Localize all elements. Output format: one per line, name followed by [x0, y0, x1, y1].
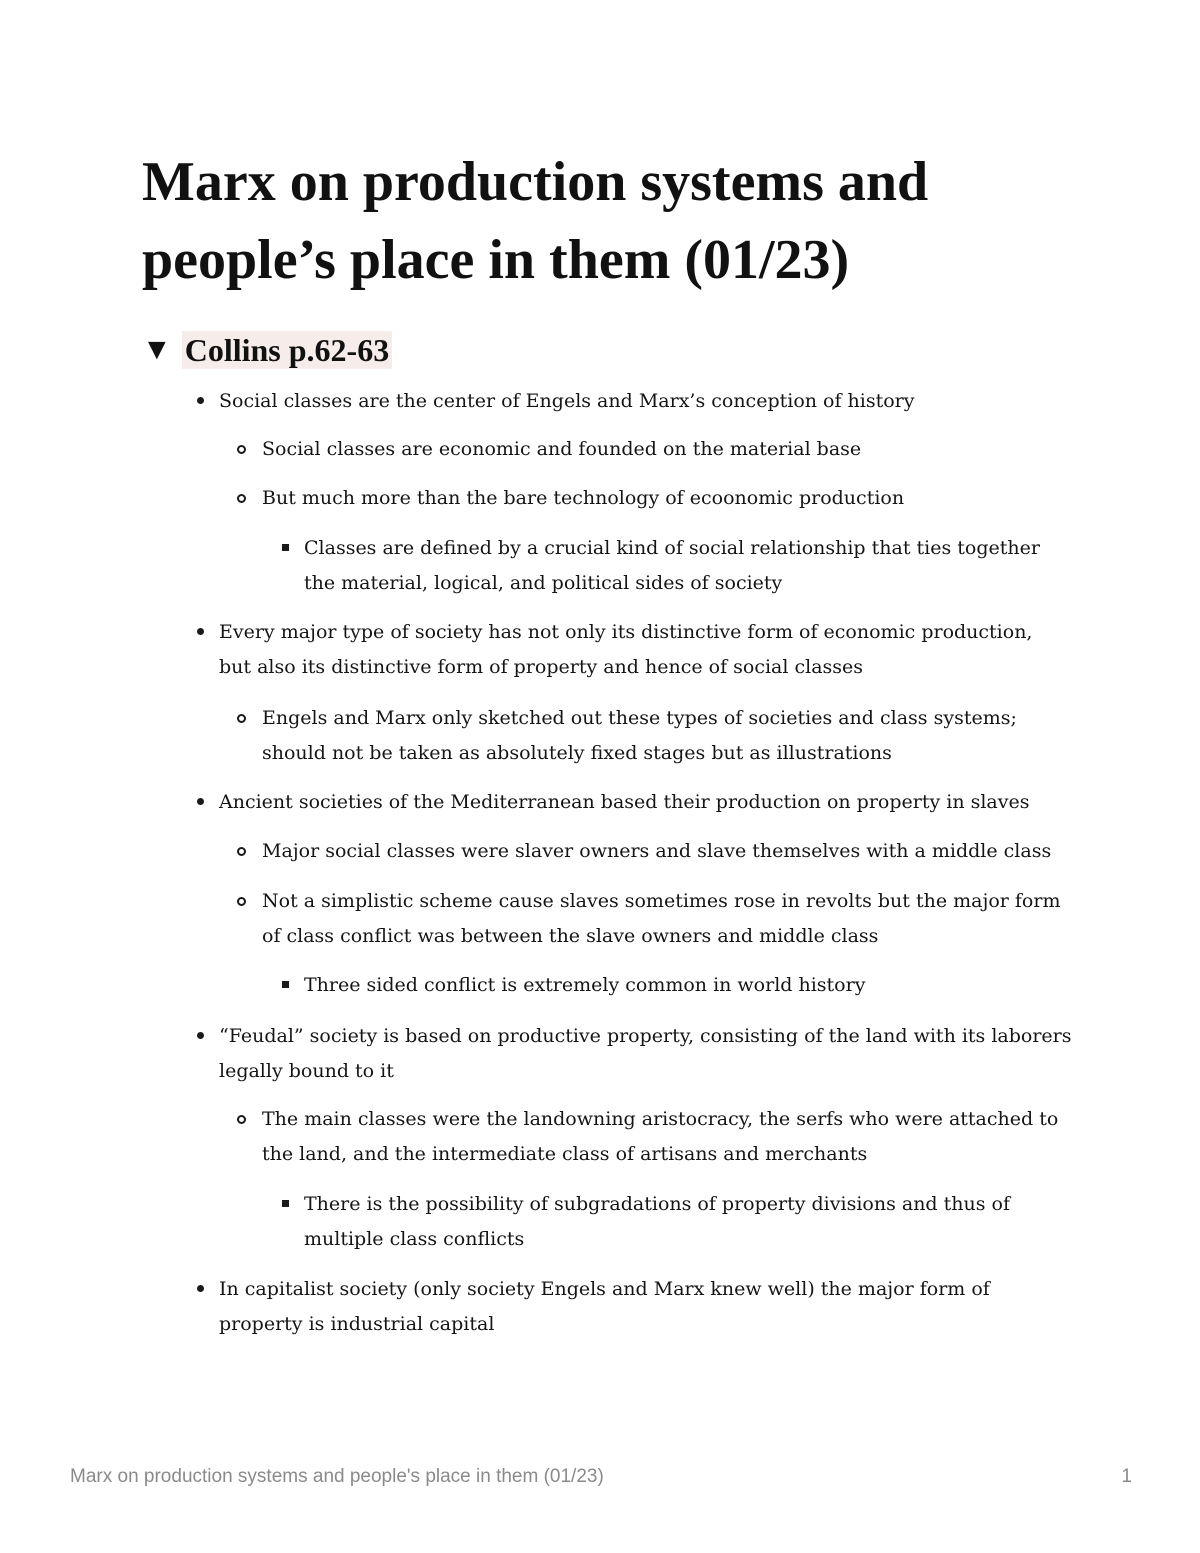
- list-item: But much more than the bare technology of ecoonomic production: [262, 481, 1082, 516]
- bullet-square-icon: [282, 1200, 289, 1207]
- list-item: Engels and Marx only sketched out these types of societies and class systems; should not be taken as absolutely fixed stages but as illustrations: [262, 701, 1062, 771]
- bullet-square-icon: [282, 981, 289, 988]
- bullet-disc-icon: [197, 1285, 204, 1292]
- list-item: The main classes were the landowning aristocracy, the serfs who were attached to the land, and the intermediate class of artisans and merchants: [262, 1102, 1062, 1172]
- list-item: Social classes are economic and founded on the material base: [262, 432, 1082, 467]
- bullet-disc-icon: [197, 397, 204, 404]
- list-item: There is the possibility of subgradations of property divisions and thus of multiple class conflicts: [304, 1187, 1024, 1257]
- footer-title: Marx on production systems and people's place in them (01/23): [70, 1466, 604, 1487]
- list-item: Major social classes were slaver owners and slave themselves with a middle class: [262, 834, 1102, 869]
- bullet-square-icon: [282, 544, 289, 551]
- bullet-circle-icon: [237, 445, 246, 454]
- bullet-circle-icon: [237, 714, 246, 723]
- page-footer: [70, 1466, 1132, 1488]
- toggle-block[interactable]: [142, 330, 392, 370]
- bullet-circle-icon: [237, 847, 246, 856]
- bullet-circle-icon: [237, 897, 246, 906]
- list-item: Social classes are the center of Engels and Marx’s conception of history: [219, 384, 1079, 419]
- list-item: Classes are defined by a crucial kind of social relationship that ties together the material, logical, and political sides of society: [304, 531, 1064, 601]
- bullet-circle-icon: [237, 494, 246, 503]
- page-title: Marx on production systems and people’s place in them (01/23): [142, 151, 929, 291]
- list-item: “Feudal” society is based on productive property, consisting of the land with its laborers legally bound to it: [219, 1019, 1079, 1089]
- bullet-disc-icon: [197, 1032, 204, 1039]
- list-item: Three sided conflict is extremely common in world history: [304, 968, 1064, 1003]
- page-number: 1: [1121, 1466, 1132, 1487]
- bullet-disc-icon: [197, 628, 204, 635]
- list-item: Ancient societies of the Mediterranean based their production on property in slaves: [219, 785, 1099, 820]
- list-item: Not a simplistic scheme cause slaves sometimes rose in revolts but the major form of class conflict was between the slave owners and middle class: [262, 884, 1072, 954]
- bullet-circle-icon: [237, 1115, 246, 1124]
- list-item: Every major type of society has not only its distinctive form of economic production, but also its distinctive form of property and hence of social classes: [219, 615, 1069, 685]
- bullet-disc-icon: [197, 798, 204, 805]
- list-item: In capitalist society (only society Engels and Marx knew well) the major form of property is industrial capital: [219, 1272, 1039, 1342]
- triangle-down-icon[interactable]: ▼: [142, 333, 172, 366]
- toggle-heading: Collins p.62-63: [182, 331, 392, 369]
